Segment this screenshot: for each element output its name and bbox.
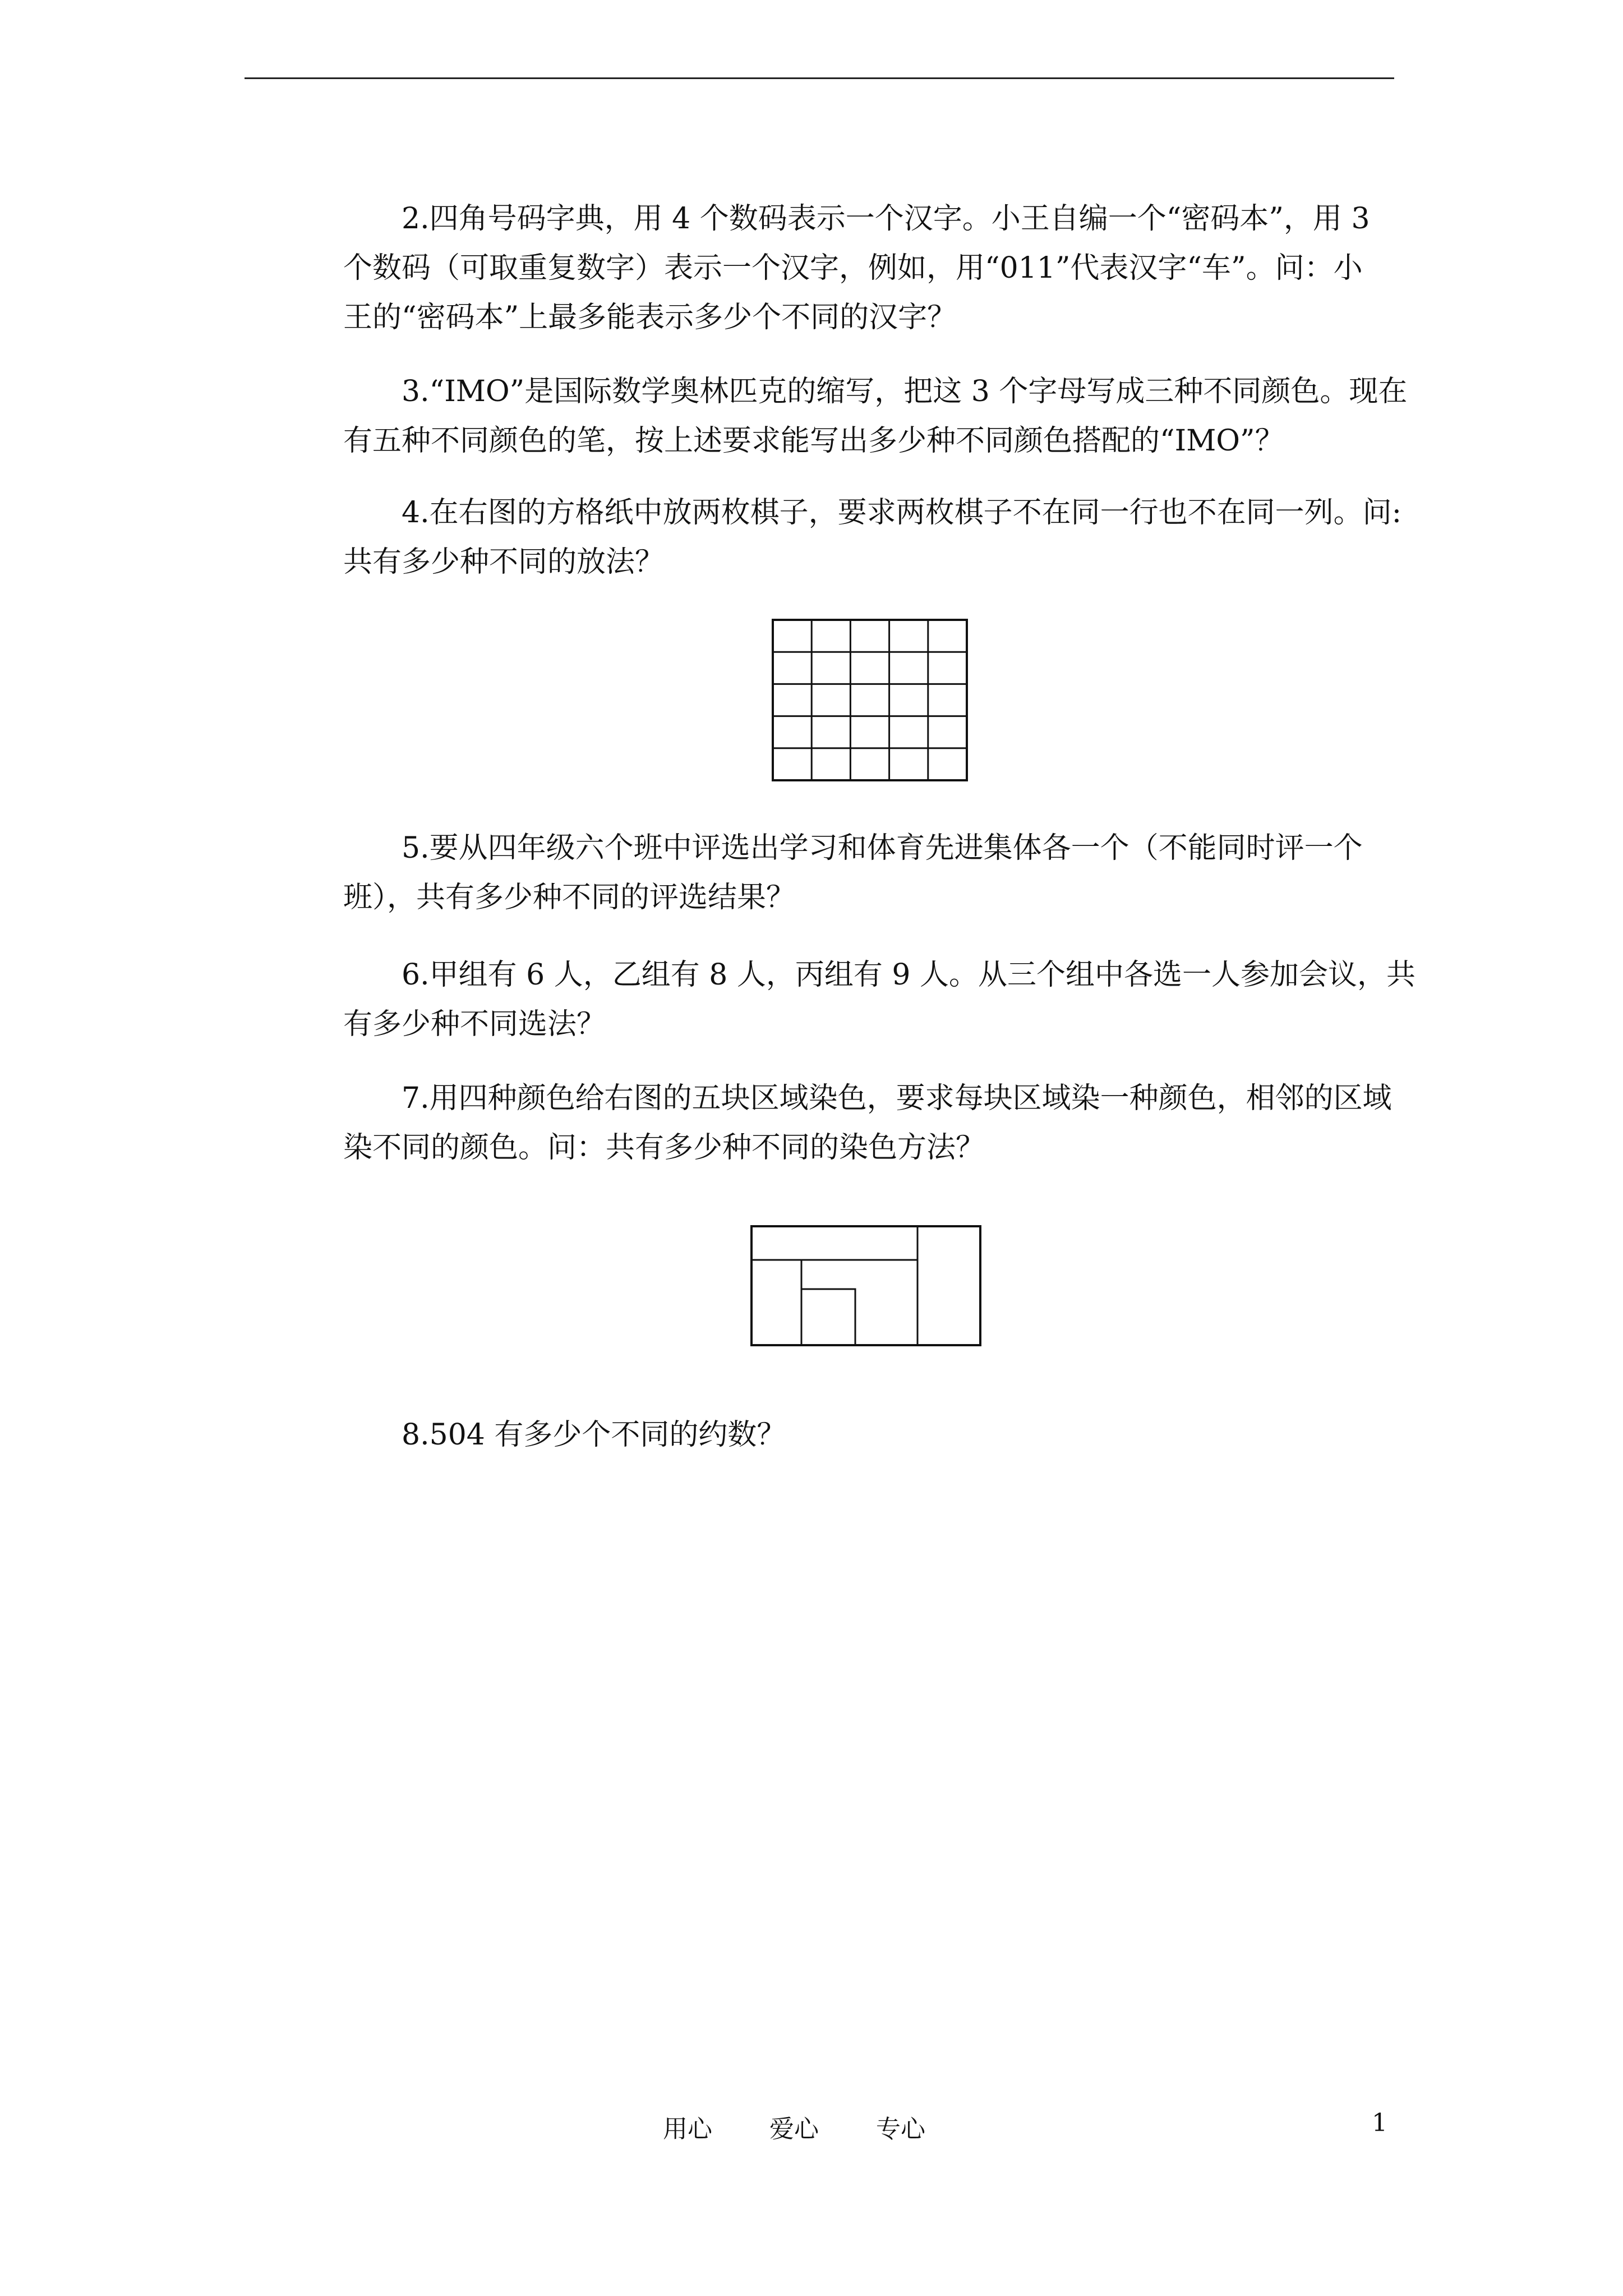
footer-motto-2: 爱心: [769, 2115, 819, 2143]
grid-outline: [773, 620, 967, 780]
problem-line: 王的“密码本”上最多能表示多少个不同的汉字？: [343, 301, 957, 334]
problem-2: [343, 194, 1398, 342]
problem-line: 2.四角号码字典，用 4 个数码表示一个汉字。小王自编一个“密码本”，用 3: [402, 202, 1370, 236]
problem-6: [343, 950, 1416, 1049]
footer-motto-3: 专心: [876, 2115, 925, 2143]
regions-outline: [751, 1226, 980, 1345]
footer-motto-1: 用心: [663, 2115, 712, 2143]
problem-8: [343, 1410, 1398, 1460]
regions-figure-svg: [750, 1225, 981, 1346]
regions-figure: [750, 1225, 981, 1346]
problem-line: 8.504 有多少个不同的约数？: [402, 1418, 786, 1452]
problem-3: [343, 367, 1408, 466]
page-number: 1: [1372, 2109, 1387, 2137]
problem-line: 4.在右图的方格纸中放两枚棋子，要求两枚棋子不在同一行也不在同一列。问:: [402, 496, 1402, 530]
problem-line: 5.要从四年级六个班中评选出学习和体育先进集体各一个（不能同时评一个: [402, 831, 1363, 865]
problem-line: 个数码（可取重复数字）表示一个汉字，例如，用“011”代表汉字“车”。问：小: [343, 251, 1363, 285]
grid-figure: [772, 619, 968, 781]
problem-line: 班），共有多少种不同的评选结果？: [343, 881, 796, 914]
header-rule: [245, 77, 1394, 79]
grid-figure-svg: [772, 619, 968, 781]
problem-5: [343, 823, 1398, 922]
problem-4: [343, 488, 1402, 587]
problem-7: [343, 1074, 1398, 1172]
problem-line: 有多少种不同选法？: [343, 1007, 606, 1041]
problem-line: 3.“IMO”是国际数学奥林匹克的缩写，把这 3 个字母写成三种不同颜色。现在: [402, 375, 1408, 408]
problem-line: 7.用四种颜色给右图的五块区域染色，要求每块区域染一种颜色，相邻的区域: [402, 1082, 1392, 1115]
region-divider: [801, 1289, 855, 1345]
problem-line: 共有多少种不同的放法？: [343, 545, 665, 579]
footer-motto: [663, 2109, 932, 2145]
problem-line: 有五种不同颜色的笔，按上述要求能写出多少种不同颜色搭配的“IMO”？: [343, 424, 1284, 458]
problem-line: 6.甲组有 6 人，乙组有 8 人，丙组有 9 人。从三个组中各选一人参加会议，共: [402, 958, 1416, 992]
problem-line: 染不同的颜色。问：共有多少种不同的染色方法？: [343, 1131, 985, 1165]
